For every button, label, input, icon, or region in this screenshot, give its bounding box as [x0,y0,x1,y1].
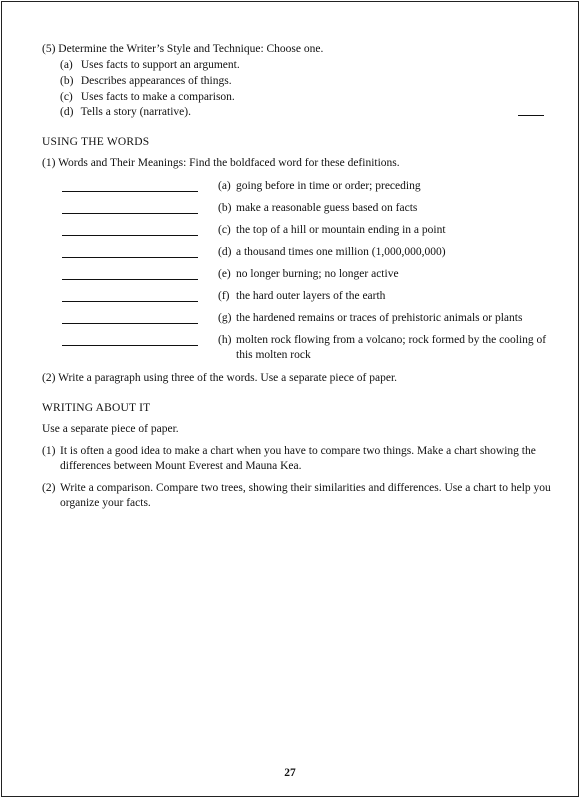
worksheet-page: (5) Determine the Writer’s Style and Technique: Choose one. (a) Uses facts to support an argument. (b) Describes appearances of things. (c) Uses facts to make a comparison. (d) Tells a story (narrative). USING THE WORDS (1) Words and Their Meanings: Find the boldfaced word for these definitions. (a) going before in time or order; preceding (b) make a reasonable guess based on facts (c) the top of a hill or mountain ending in a point (d) a thousand times one million (1,000,000,000) (e) no longer burning; no longer active (f) the hard outer layers of the earth (g) the hardened remains or traces of prehistoric animals or plants (h) molten rock flowing from a volcano; rock formed by the cooling of this molten rock (2) Write a paragraph using three of the words. Use a separate piece of paper. WRITING ABOUT IT Use a separate piece of paper. (1) It is often a good idea to make a chart when you have to compare two things. Make a chart showing the differences between Mount Everest and Mauna Kea. (2) Write a comparison. Compare two trees, showing their similarities and differences. Use a chart to help you organize your facts. 27 [1,1,579,797]
answer-blank[interactable] [62,213,198,214]
q5-option-c: (c) Uses facts to make a comparison. [60,91,235,103]
answer-blank[interactable] [62,345,198,346]
writing-about-intro: Use a separate piece of paper. [42,423,179,435]
answer-blank[interactable] [62,323,198,324]
using-words-q2-heading: (2) Write a paragraph using three of the words. Use a separate piece of paper. [42,372,398,384]
using-words-q1-heading: (1) Words and Their Meanings: Find the boldfaced word for these definitions. [42,157,400,169]
page-number: 27 [284,767,296,779]
using-words-title: USING THE WORDS [42,136,150,148]
q5-option-d: (d) Tells a story (narrative). [60,106,191,118]
q5-answer-blank[interactable] [518,114,544,116]
answer-blank[interactable] [62,301,198,302]
answer-blank[interactable] [62,279,198,280]
q5-option-a: (a) Uses facts to support an argument. [60,59,240,71]
answer-blank[interactable] [62,191,198,192]
answer-blank[interactable] [62,235,198,236]
writing-item-2: (2) Write a comparison. Compare two trees, showing their similarities and differences. Use a chart to help you organize your facts. [42,482,551,509]
answer-blank[interactable] [62,257,198,258]
writing-item-1: (1) It is often a good idea to make a chart when you have to compare two things. Make a chart showing the differences between Mount Everest and Mauna Kea. [42,445,536,472]
writing-about-title: WRITING ABOUT IT [42,402,151,414]
q5-heading: (5) Determine the Writer’s Style and Technique: Choose one. [42,43,324,55]
q5-option-b: (b) Describes appearances of things. [60,75,232,87]
